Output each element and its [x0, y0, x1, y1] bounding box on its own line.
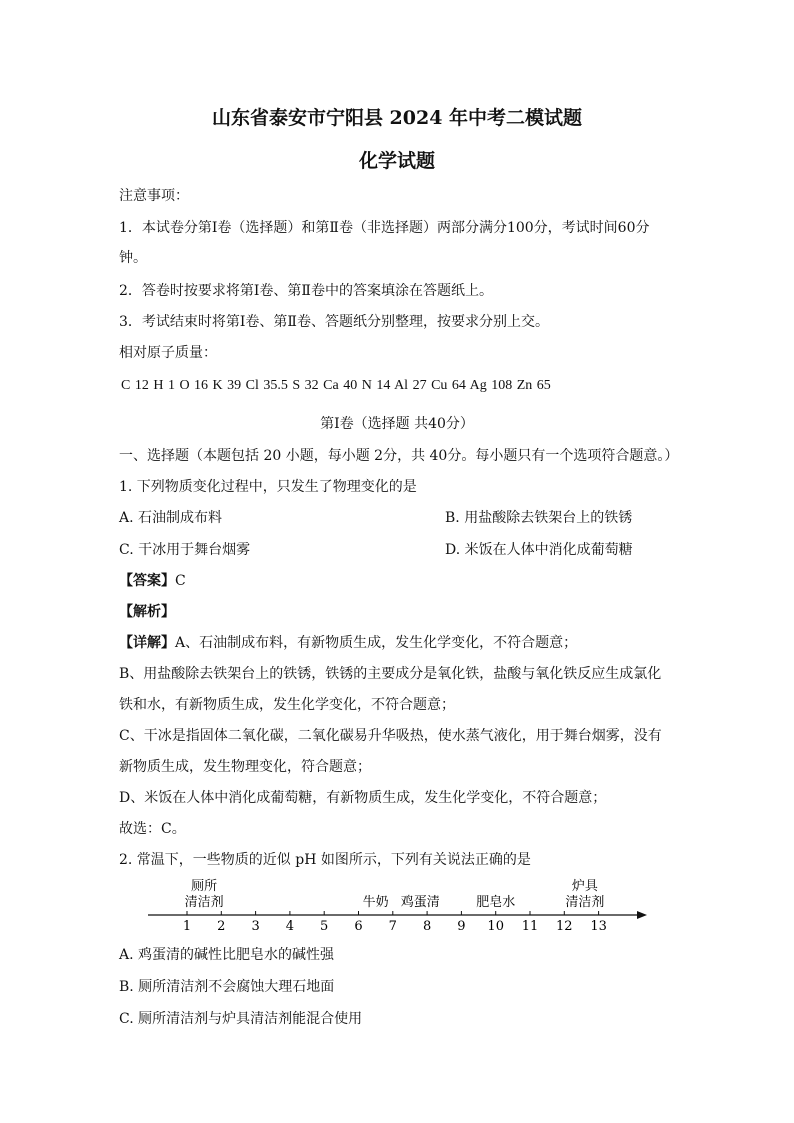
atomic-mass-list: C 12 H 1 O 16 K 39 Cl 35.5 S 32 Ca 40 N 14 Al 27 Cu 64 Ag 108 Zn 65 — [121, 378, 551, 393]
answer-value: C — [175, 573, 186, 589]
ph-substance-label: 清洁剂 — [184, 895, 224, 910]
ph-tick-label: 7 — [388, 919, 397, 934]
ph-substance-label: 肥皂水 — [476, 895, 516, 910]
q1-option-a: A. 石油制成布料 — [119, 510, 223, 526]
paper-subtitle: 化学试题 — [358, 150, 435, 172]
ph-tick-label: 9 — [457, 919, 466, 934]
q1-option-b: B. 用盐酸除去铁架台上的铁锈 — [445, 510, 633, 526]
answer-label: 【答案】 — [119, 573, 175, 589]
ph-tick-label: 1 — [182, 919, 192, 934]
notice-line: 3．考试结束时将第Ⅰ卷、第Ⅱ卷、答题纸分别整理，按要求分别上交。 — [119, 314, 549, 330]
ph-substance-label: 清洁剂 — [565, 895, 605, 910]
q1-detail-line: 铁和水，有新物质生成，发生化学变化，不符合题意； — [119, 697, 455, 713]
q2-option-c: C. 厕所清洁剂与炉具清洁剂能混合使用 — [119, 1011, 363, 1027]
analysis-label: 【解析】 — [119, 604, 175, 620]
q1-stem: 1. 下列物质变化过程中，只发生了物理变化的是 — [119, 479, 417, 495]
ph-substance-label: 牛奶 — [362, 895, 389, 910]
ph-tick-label: 13 — [590, 919, 607, 934]
part1-heading: 第Ⅰ卷（选择题 共40分） — [320, 416, 474, 432]
section1-intro: 一、选择题（本题包括 20 小题，每小题 2分，共 40分。每小题只有一个选项符合题意。） — [119, 448, 679, 464]
q2-option-a: A. 鸡蛋清的碱性比肥皂水的碱性强 — [119, 947, 335, 963]
ph-scale-figure — [140, 872, 660, 942]
q1-option-d: D. 米饭在人体中消化成葡萄糖 — [445, 542, 633, 558]
q1-detail-line: 新物质生成，发生物理变化，符合题意； — [119, 759, 371, 775]
q2-stem: 2. 常温下，一些物质的近似 pH 如图所示，下列有关说法正确的是 — [119, 852, 531, 868]
ph-substance-label: 鸡蛋清 — [400, 895, 440, 910]
ph-tick-label: 10 — [487, 919, 504, 934]
ph-tick-label: 5 — [320, 919, 329, 934]
q1-conclusion: 故选：C。 — [119, 821, 186, 837]
notice-heading: 注意事项： — [119, 188, 189, 204]
ph-tick-label: 12 — [556, 919, 573, 934]
exam-title: 山东省泰安市宁阳县 2024 年中考二模试题 — [211, 107, 583, 129]
notice-line: 1．本试卷分第Ⅰ卷（选择题）和第Ⅱ卷（非选择题）两部分满分100分，考试时间60分 — [119, 220, 650, 236]
q1-detail-line: B、用盐酸除去铁架台上的铁锈，铁锈的主要成分是氧化铁，盐酸与氧化铁反应生成氯化 — [119, 666, 662, 682]
ph-tick-label: 3 — [251, 919, 260, 934]
q1-option-c: C. 干冰用于舞台烟雾 — [119, 542, 251, 558]
detail-label: 【详解】 — [119, 635, 175, 651]
q2-option-b: B. 厕所清洁剂不会腐蚀大理石地面 — [119, 979, 335, 995]
atomic-mass-heading: 相对原子质量： — [119, 345, 217, 361]
notice-line: 2．答卷时按要求将第Ⅰ卷、第Ⅱ卷中的答案填涂在答题纸上。 — [119, 283, 493, 299]
ph-tick-label: 6 — [354, 919, 363, 934]
ph-axis-arrow — [637, 911, 647, 919]
ph-tick-label: 2 — [217, 919, 226, 934]
detail-text: A、石油制成布料，有新物质生成，发生化学变化，不符合题意； — [175, 635, 578, 651]
ph-substance-label: 厕所 — [191, 879, 218, 894]
q1-detail-line: C、干冰是指固体二氧化碳，二氧化碳易升华吸热，使水蒸气液化，用于舞台烟雾，没有 — [119, 728, 662, 744]
q1-answer — [119, 571, 186, 591]
q1-detail-line: D、米饭在人体中消化成葡萄糖，有新物质生成，发生化学变化，不符合题意； — [119, 790, 607, 806]
ph-tick-label: 11 — [521, 919, 539, 934]
ph-substance-label: 炉具 — [571, 879, 598, 894]
ph-tick-label: 4 — [285, 919, 295, 934]
notice-line: 钟。 — [119, 250, 147, 266]
q1-detail-line — [119, 633, 577, 653]
ph-tick-label: 8 — [422, 919, 432, 934]
